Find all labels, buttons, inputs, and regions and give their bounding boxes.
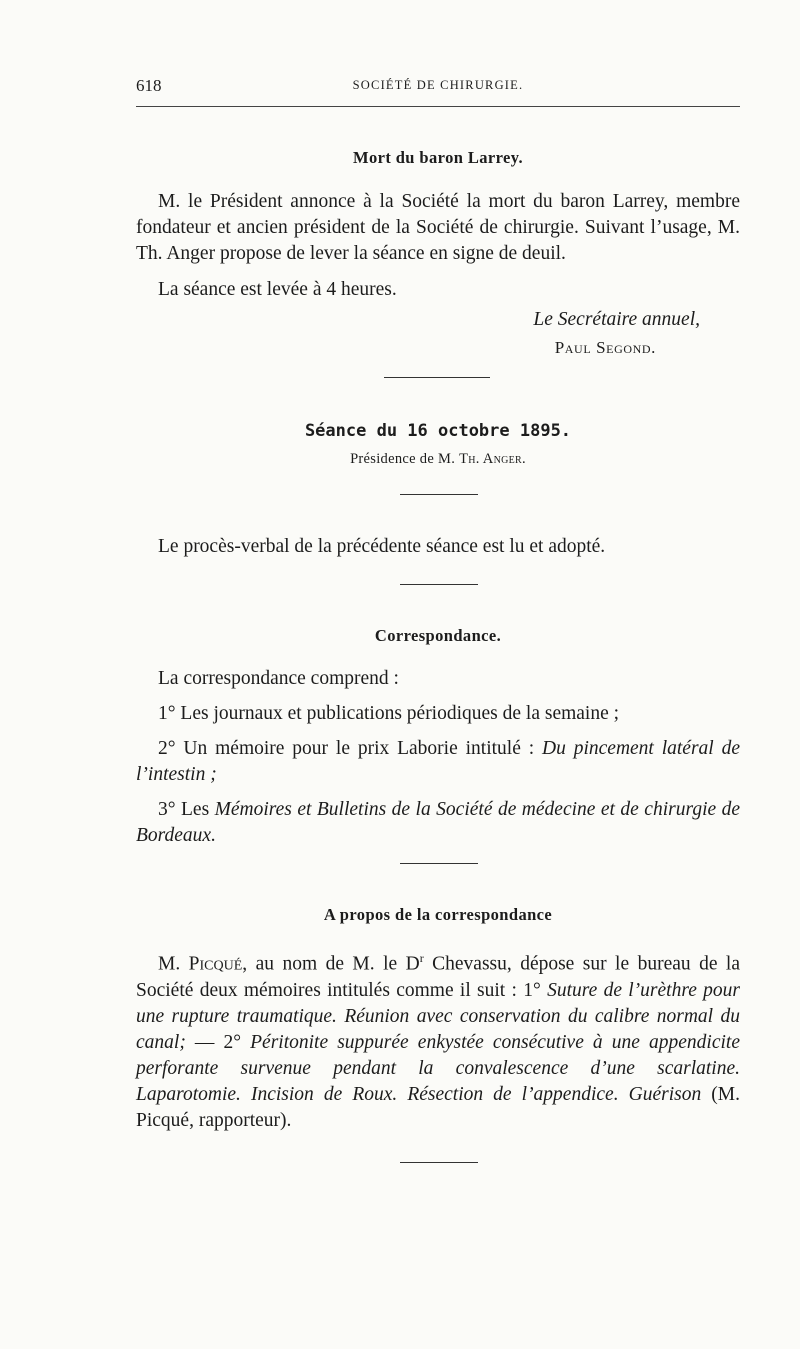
running-head	[136, 76, 740, 100]
paragraph-larrey-death: M. le Président annonce à la Société la mort du baron Larrey, membre fondateur et ancien président de la Société de chirurgie. Suivant l’usage, M. Th. Anger propose de lever la séance en signe de deuil.	[136, 191, 740, 264]
heading-correspondance: Correspondance.	[374, 626, 502, 645]
presidence-name: Th. Anger.	[459, 451, 526, 467]
paragraph-correspondance-intro: La correspondance comprend :	[158, 668, 399, 689]
presidence-line	[136, 451, 740, 468]
superscript-r: r	[419, 951, 424, 965]
text-chevassu: Chevassu, dépose sur le bureau de la Société deux mémoires intitulés comme il suit : 1°	[136, 953, 740, 1001]
heading-a-propos: A propos de la correspondance	[323, 905, 553, 924]
name-picque: Picqué	[188, 953, 243, 975]
section-divider	[400, 494, 478, 496]
text-separator: — 2°	[185, 1031, 251, 1053]
running-title: SOCIÉTÉ DE CHIRURGIE.	[352, 78, 524, 92]
presidence-prefix: Présidence de M.	[350, 451, 456, 467]
signature-title: Le Secrétaire annuel,	[533, 309, 700, 330]
paragraph-proces-verbal: Le procès-verbal de la précédente séance est lu et adopté.	[158, 536, 606, 557]
item-2-prefix: 2° Un mémoire pour le prix Laborie intitulé :	[158, 738, 543, 759]
section-divider	[384, 377, 490, 379]
text-m: M.	[158, 953, 189, 975]
correspondance-item-2	[136, 736, 740, 788]
section-divider	[400, 863, 478, 865]
page-number: 618	[136, 76, 162, 95]
item-3-prefix: 3° Les	[158, 799, 215, 820]
text-au-nom: , au nom de M. le D	[242, 953, 420, 975]
item-3-title: Mémoires et Bulletins de la Société de médecine et de chirurgie de Bordeaux.	[136, 799, 741, 846]
text-rapporteur: (M. Picqué, rapporteur).	[136, 1083, 740, 1131]
title-peritonite: Péritonite suppurée enkystée consécutive à une appendicite perforante survenue pendant la convalescence d’une scarlatine. Laparotomie. Incision de Roux. Résection de l’appendice. Guérison	[136, 1031, 740, 1105]
page-body	[136, 140, 740, 1164]
correspondance-item-1: 1° Les journaux et publications périodiques de la semaine ;	[158, 703, 620, 724]
heading-mort-du-baron-larrey: Mort du baron Larrey.	[352, 148, 524, 167]
header-rule	[136, 106, 740, 107]
section-divider	[400, 584, 478, 586]
paragraph-picque	[136, 945, 740, 1134]
paragraph-seance-levee: La séance est levée à 4 heures.	[158, 279, 397, 300]
heading-seance: Séance du 16 octobre 1895.	[304, 421, 572, 441]
signature-name: Paul Segond.	[554, 338, 656, 357]
correspondance-item-3	[136, 797, 740, 849]
title-suture: Suture de l’urèthre pour une rupture traumatique. Réunion avec conservation du calibre normal du canal;	[136, 979, 740, 1053]
section-divider	[400, 1162, 478, 1164]
item-2-title: Du pincement latéral de l’intestin ;	[136, 738, 740, 785]
